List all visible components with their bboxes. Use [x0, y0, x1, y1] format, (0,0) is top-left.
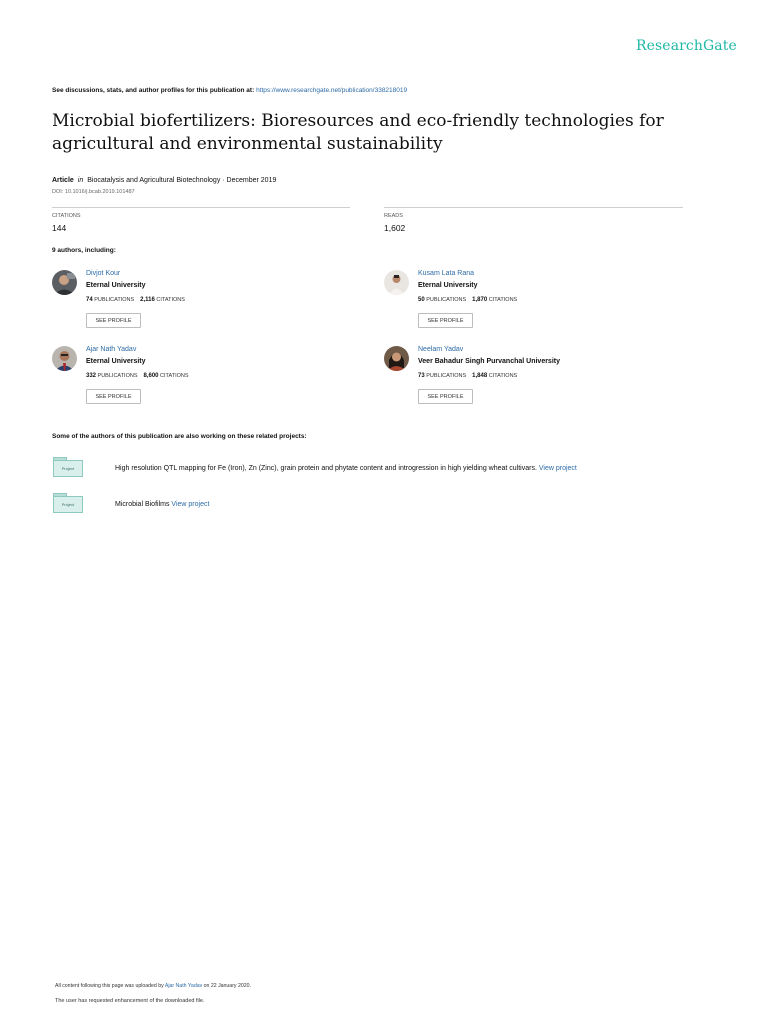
- upload-date: on 22 January 2020.: [203, 983, 251, 989]
- author-institution: Eternal University: [86, 358, 146, 365]
- projects-heading: Some of the authors of this publication are also working on these related projects:: [52, 433, 307, 440]
- reads-value: 1,602: [384, 223, 406, 233]
- author-card: [52, 346, 352, 416]
- publications-label: PUBLICATIONS: [94, 297, 135, 303]
- author-card: [52, 270, 352, 340]
- avatar[interactable]: [384, 346, 409, 371]
- upload-prefix: All content following this page was uploaded by: [55, 983, 164, 989]
- author-institution: Veer Bahadur Singh Purvanchal University: [418, 358, 560, 365]
- view-project-link[interactable]: View project: [171, 501, 210, 508]
- author-stats: [86, 373, 189, 379]
- project-title: Microbial Biofilms: [115, 501, 170, 508]
- citations-count: 2,116: [140, 297, 155, 303]
- project-folder-label: Project: [53, 496, 83, 513]
- publications-count: 73: [418, 373, 425, 379]
- citations-label: CITATIONS: [160, 373, 189, 379]
- citations-count: 1,848: [472, 373, 488, 379]
- project-item: [115, 501, 209, 508]
- journal-info: Biocatalysis and Agricultural Biotechnology · December 2019: [87, 177, 277, 184]
- divider: [52, 207, 350, 208]
- publication-title: Microbial biofertilizers: Bioresources and eco-friendly technologies for agricultural and environmental sustainability: [52, 111, 664, 154]
- publication-type: Article: [52, 177, 74, 184]
- see-profile-button[interactable]: SEE PROFILE: [418, 389, 473, 404]
- author-name-link[interactable]: Divjot Kour: [86, 270, 121, 277]
- citations-label: CITATIONS: [156, 297, 185, 303]
- publications-count: 50: [418, 297, 425, 303]
- author-card: [384, 270, 684, 340]
- publication-url-link[interactable]: https://www.researchgate.net/publication/338218019: [256, 87, 408, 94]
- divider: [384, 207, 683, 208]
- avatar[interactable]: [384, 270, 409, 295]
- author-stats: [418, 373, 517, 379]
- upload-note: [55, 983, 251, 989]
- see-profile-button[interactable]: SEE PROFILE: [418, 313, 473, 328]
- citations-count: 8,600: [143, 373, 159, 379]
- reads-label: READS: [384, 213, 403, 219]
- see-profile-button[interactable]: SEE PROFILE: [86, 313, 141, 328]
- project-folder-icon[interactable]: [53, 493, 83, 513]
- author-name-link[interactable]: Kusam Lata Rana: [418, 270, 475, 277]
- researchgate-logo[interactable]: ResearchGate: [636, 38, 737, 54]
- project-title: High resolution QTL mapping for Fe (Iron), Zn (Zinc), grain protein and phytate content and introgression in high yielding wheat cultivars.: [115, 465, 537, 472]
- author-institution: Eternal University: [86, 282, 146, 289]
- author-card: [384, 346, 684, 416]
- avatar[interactable]: [52, 346, 77, 371]
- publications-label: PUBLICATIONS: [97, 373, 138, 379]
- author-name-link[interactable]: Neelam Yadav: [418, 346, 464, 353]
- author-stats: [418, 297, 517, 303]
- enhancement-note: The user has requested enhancement of the downloaded file.: [55, 998, 205, 1004]
- citations-label: CITATIONS: [488, 373, 518, 379]
- discussion-line: [52, 87, 407, 94]
- publication-meta: [52, 177, 276, 184]
- citations-label: CITATIONS: [52, 213, 81, 219]
- see-profile-button[interactable]: SEE PROFILE: [86, 389, 141, 404]
- publications-label: PUBLICATIONS: [426, 297, 467, 303]
- author-institution: Eternal University: [418, 282, 478, 289]
- doi: DOI: 10.1016/j.bcab.2019.101487: [52, 189, 135, 195]
- meta-in: in: [77, 177, 84, 184]
- view-project-link[interactable]: View project: [538, 465, 577, 472]
- author-name-link[interactable]: Ajar Nath Yadav: [86, 346, 137, 353]
- project-item: [115, 465, 577, 472]
- discussion-prefix: See discussions, stats, and author profiles for this publication at:: [52, 87, 255, 94]
- authors-heading: 9 authors, including:: [52, 247, 116, 254]
- uploader-link[interactable]: Ajar Nath Yadav: [164, 983, 203, 989]
- citations-count: 1,870: [472, 297, 488, 303]
- publications-label: PUBLICATIONS: [426, 373, 467, 379]
- citations-value: 144: [52, 223, 67, 233]
- citations-label: CITATIONS: [488, 297, 518, 303]
- avatar[interactable]: [52, 270, 77, 295]
- project-folder-label: Project: [53, 460, 83, 477]
- publications-count: 332: [86, 373, 97, 379]
- project-folder-icon[interactable]: [53, 457, 83, 477]
- author-stats: [86, 297, 185, 303]
- publications-count: 74: [86, 297, 93, 303]
